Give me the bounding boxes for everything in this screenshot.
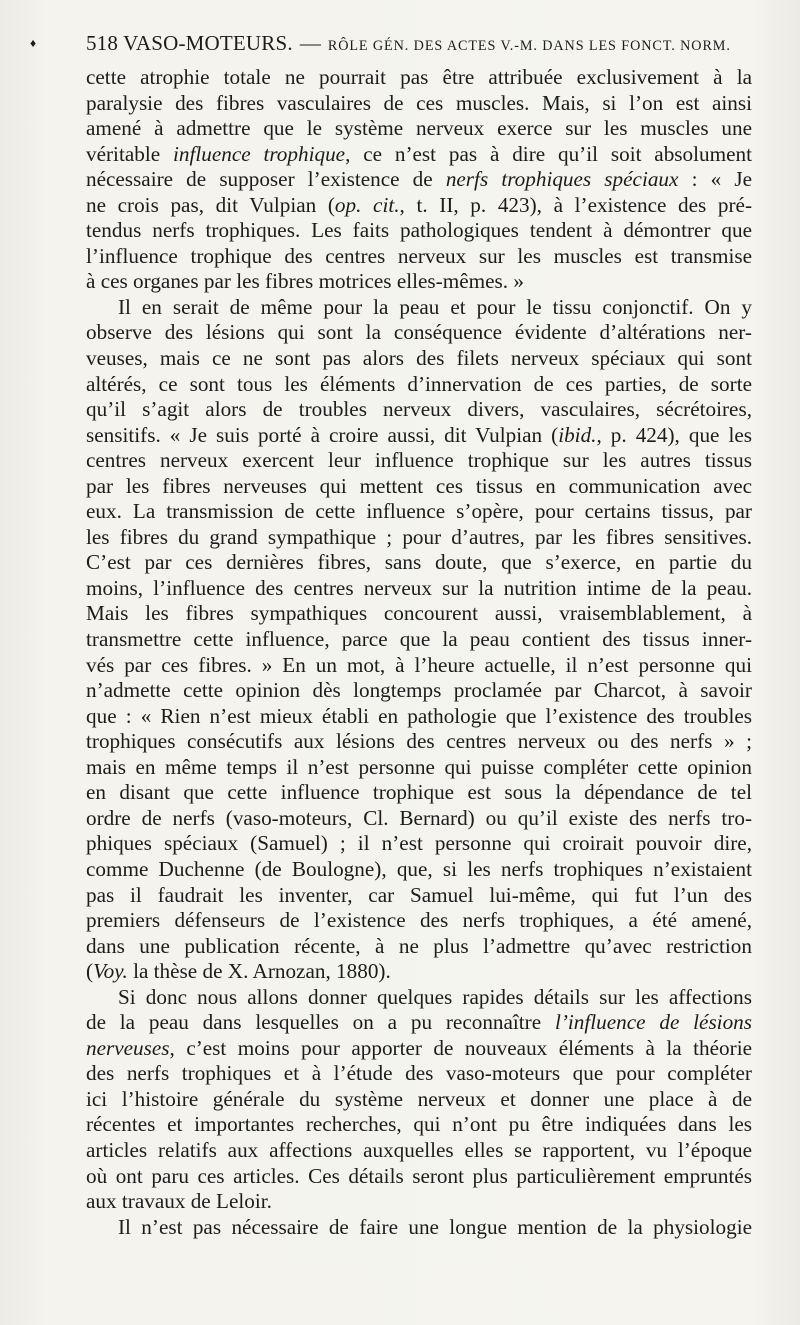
running-header (30, 31, 766, 59)
text-line (86, 448, 752, 474)
text-line (86, 1061, 752, 1087)
text-line (86, 678, 752, 704)
text-line (86, 244, 752, 270)
text-line (86, 908, 752, 934)
running-title: RÔLE GÉN. DES ACTES V.-M. DANS LES FONCT. NORM. (327, 38, 731, 54)
text-run: par les fibres nerveuses qui mettent ces tissus en communication avec (86, 473, 752, 498)
italic-text: ibid. (558, 422, 597, 447)
text-line (86, 1036, 752, 1062)
italic-text: Voy. (93, 959, 128, 984)
text-run: Mais les fibres sympathiques concourent aussi, vraisemblablement, à (86, 601, 752, 626)
text-run: des nerfs trophiques et à l’étude des vaso-moteurs que pour compléter (86, 1061, 752, 1086)
text-run: Il n’est pas nécessaire de faire une longue mention de la physiologie (118, 1214, 752, 1239)
text-line (86, 1112, 752, 1138)
text-line (86, 397, 752, 423)
text-line (86, 1164, 752, 1190)
text-line (86, 499, 752, 525)
text-line (86, 627, 752, 653)
body-text (86, 65, 752, 1240)
text-run: où ont paru ces articles. Ces détails seront plus particulièrement empruntés (86, 1163, 752, 1188)
text-line (86, 142, 752, 168)
text-line (86, 934, 752, 960)
text-run: , ce n’est pas à dire qu’il soit absolument (345, 141, 752, 166)
text-run: : « Je (678, 167, 752, 192)
text-run: à ces organes par les fibres motrices elles-mêmes. » (86, 269, 524, 294)
text-line (86, 704, 752, 730)
text-run: en disant que cette influence trophique est sous la dépendance de tel (86, 780, 752, 805)
page-mark: ♦ (30, 36, 37, 50)
text-line (86, 959, 752, 985)
text-line (86, 218, 752, 244)
text-run: que : « Rien n’est mieux établi en pathologie que l’existence des troubles (86, 703, 752, 728)
text-line (86, 653, 752, 679)
text-run: premiers défenseurs de l’existence des nerfs trophiques, a été amené, (86, 908, 752, 933)
text-run: la thèse de X. Arnozan, 1880). (127, 959, 391, 984)
text-line (86, 193, 752, 219)
text-line (86, 295, 752, 321)
text-run: , t. II, p. 423), à l’existence des pré- (399, 192, 752, 217)
text-line (86, 806, 752, 832)
text-line (86, 831, 752, 857)
text-line (86, 116, 752, 142)
text-run: Si donc nous allons donner quelques rapides détails sur les affections (118, 984, 752, 1009)
text-line (86, 883, 752, 909)
italic-text: nerfs trophiques spéciaux (445, 167, 679, 192)
text-run: amené à admettre que le système nerveux exerce sur les muscles une (86, 116, 752, 141)
text-line (86, 525, 752, 551)
text-run: paralysie des fibres vasculaires de ces muscles. Mais, si l’on est ainsi (86, 90, 752, 115)
italic-text: nerveuses (86, 1035, 170, 1060)
text-line (86, 755, 752, 781)
text-line (86, 601, 752, 627)
text-run: transmettre cette influence, parce que la peau contient des tissus inner- (86, 627, 752, 652)
text-line (86, 269, 752, 295)
text-line (86, 1087, 752, 1113)
italic-text: l’influence de lésions (554, 1010, 752, 1035)
italic-text: op. cit. (334, 192, 400, 217)
text-run: nécessaire de supposer l’existence de (86, 167, 446, 192)
text-run: les fibres du grand sympathique ; pour d’autres, par les fibres sensitives. (86, 524, 752, 549)
text-run: pas il faudrait les inventer, car Samuel lui-même, qui fut l’un des (86, 882, 752, 907)
text-run: cette atrophie totale ne pourrait pas être attribuée exclusivement à la (86, 65, 752, 89)
text-run: veuses, mais ce ne sont pas alors des filets nerveux spéciaux qui sont (86, 346, 752, 371)
text-line (86, 550, 752, 576)
text-run: , c’est moins pour apporter de nouveaux éléments à la théorie (169, 1035, 752, 1060)
text-line (86, 167, 752, 193)
text-run: aux travaux de Leloir. (86, 1189, 272, 1214)
text-line (86, 1189, 752, 1215)
text-run: véritable (86, 141, 173, 166)
text-run: ici l’histoire générale du système nerveux et donner une place à de (86, 1086, 752, 1111)
text-run: récentes et importantes recherches, qui n’ont pu être indiquées dans les (86, 1112, 752, 1137)
page-number-title: 518 VASO-MOTEURS. (86, 31, 293, 55)
text-run: comme Duchenne (de Boulogne), que, si les nerfs trophiques n’existaient (86, 856, 752, 881)
text-line (86, 346, 752, 372)
text-run: de la peau dans lesquelles on a pu reconnaître (86, 1010, 555, 1035)
text-line (86, 65, 752, 91)
text-run: ne crois pas, dit Vulpian ( (86, 192, 335, 217)
italic-text: influence trophique (172, 141, 346, 166)
text-line (86, 320, 752, 346)
text-run: eux. La transmission de cette influence s’opère, pour certains tissus, par (86, 499, 752, 524)
text-line (86, 1215, 752, 1241)
text-line (86, 780, 752, 806)
text-run: altérés, ce sont tous les éléments d’innervation de ces parties, de sorte (86, 371, 752, 396)
text-run: moins, l’influence des centres nerveux sur la nutrition intime de la peau. (86, 575, 752, 600)
text-run: dans une publication récente, à ne plus l’admettre qu’avec restriction (86, 933, 752, 958)
text-run: trophiques consécutifs aux lésions des centres nerveux ou des nerfs » ; (86, 729, 752, 754)
text-run: ordre de nerfs (vaso-moteurs, Cl. Bernard) ou qu’il existe des nerfs tro- (86, 805, 752, 830)
text-run: vés par ces fibres. » En un mot, à l’heure actuelle, il n’est personne qui (86, 652, 752, 677)
text-line (86, 857, 752, 883)
text-run: sensitifs. « Je suis porté à croire aussi, dit Vulpian ( (86, 422, 559, 447)
text-run: Il en serait de même pour la peau et pour le tissu conjonctif. On y (118, 294, 752, 319)
text-run: ( (86, 959, 94, 984)
text-line (86, 91, 752, 117)
text-run: observe des lésions qui sont la conséquence évidente d’altérations ner- (86, 320, 752, 345)
text-line (86, 423, 752, 449)
text-run: mais en même temps il n’est personne qui puisse compléter cette opinion (86, 754, 752, 779)
text-line (86, 1138, 752, 1164)
text-line (86, 729, 752, 755)
header-separator: — (299, 31, 321, 55)
text-run: centres nerveux exercent leur influence trophique sur les autres tissus (86, 448, 752, 473)
text-run: l’influence trophique des centres nerveux sur les muscles est transmise (86, 243, 752, 268)
text-run: articles relatifs aux affections auxquelles elles se rapportent, vu l’époque (86, 1137, 752, 1162)
text-run: C’est par ces dernières fibres, sans doute, que s’exerce, en partie du (86, 550, 752, 575)
text-run: phiques spéciaux (Samuel) ; il n’est personne qui croirait pouvoir dire, (86, 831, 752, 856)
text-line (86, 576, 752, 602)
text-line (86, 985, 752, 1011)
text-run: qu’il s’agit alors de troubles nerveux divers, vasculaires, sécrétoires, (86, 397, 752, 422)
text-line (86, 474, 752, 500)
text-run: , p. 424), que les (596, 422, 752, 447)
text-line (86, 372, 752, 398)
text-run: tendus nerfs trophiques. Les faits pathologiques tendent à démontrer que (86, 218, 752, 243)
text-run: n’admette cette opinion dès longtemps proclamée par Charcot, à savoir (86, 678, 752, 703)
text-line (86, 1010, 752, 1036)
